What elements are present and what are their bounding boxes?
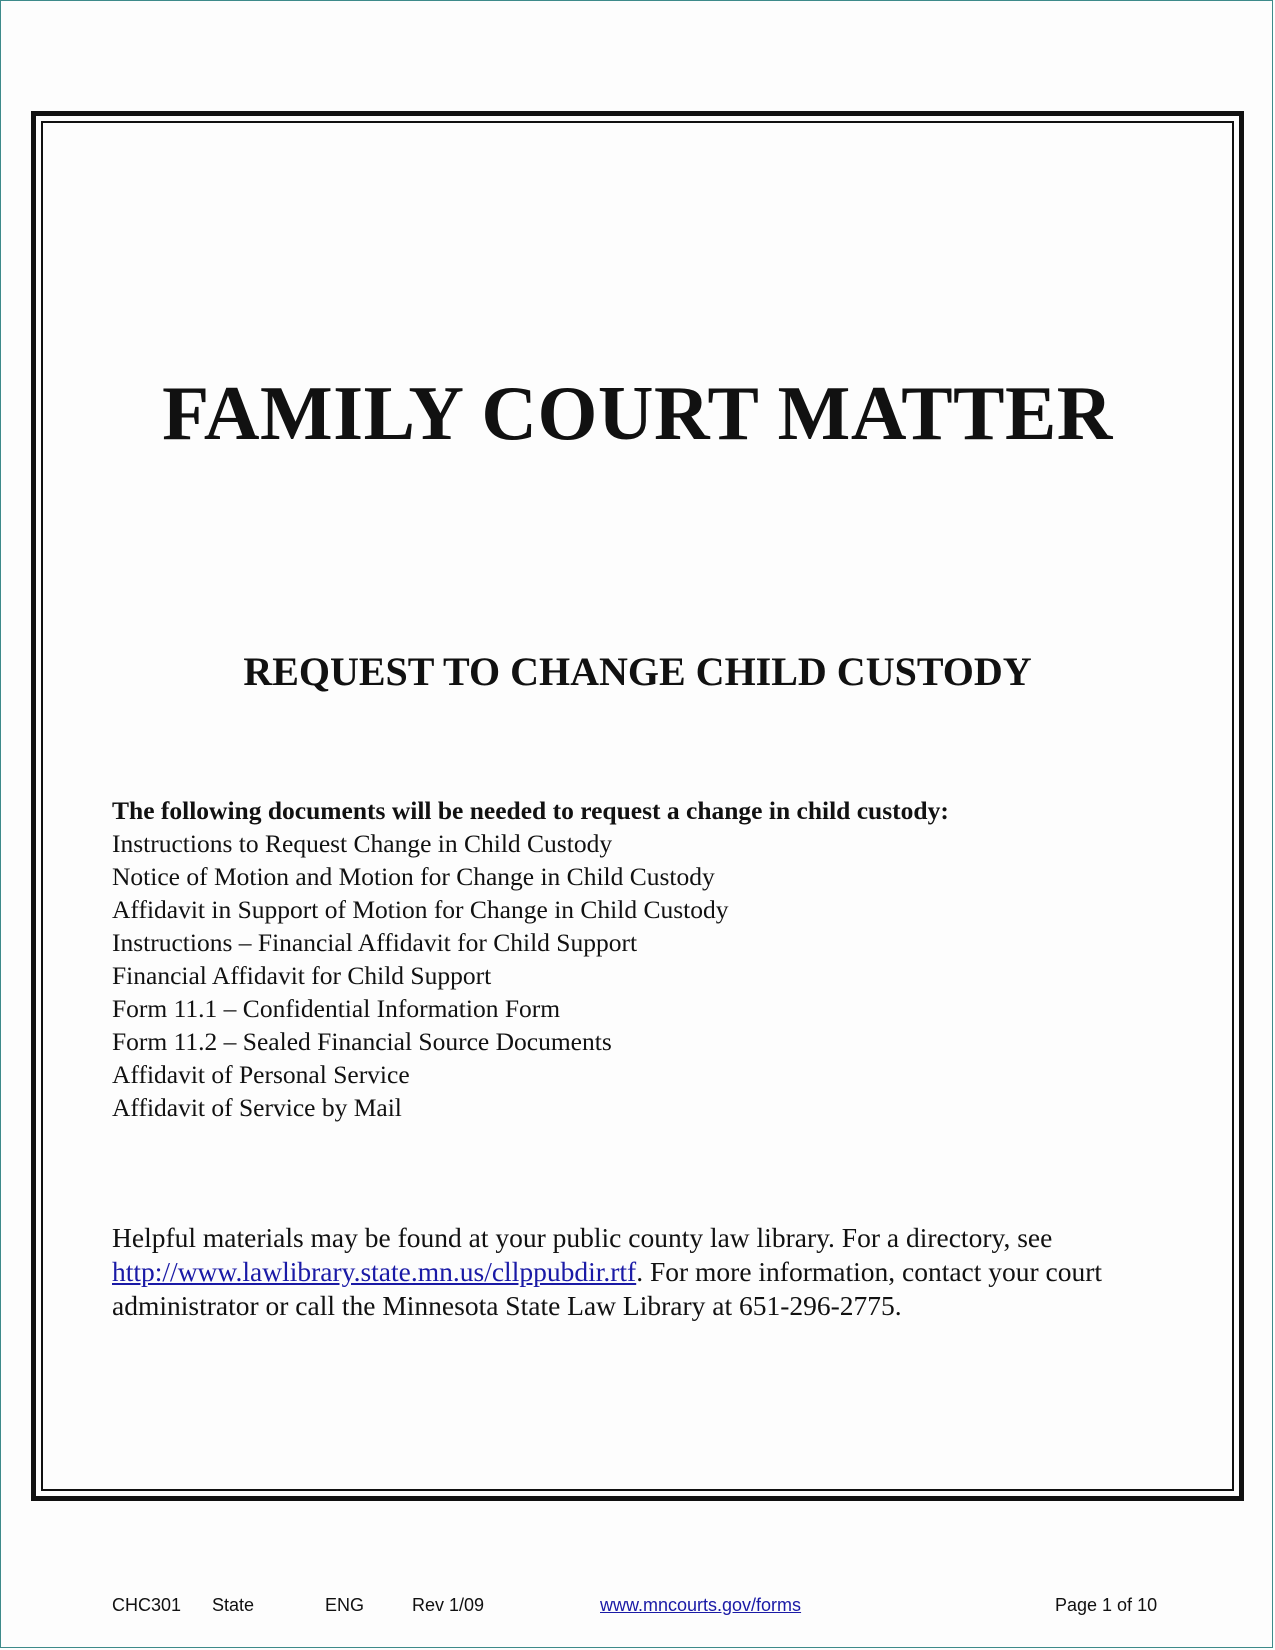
document-item: Form 11.1 – Confidential Information Form	[112, 994, 561, 1023]
page-subtitle: REQUEST TO CHANGE CHILD CUSTODY	[243, 649, 1032, 694]
footer-website-link[interactable]: www.mncourts.gov/forms	[600, 1595, 802, 1615]
document-item: Affidavit in Support of Motion for Change in Child Custody	[112, 895, 729, 924]
page-footer	[0, 1592, 1275, 1618]
helpful-text-before-link: Helpful materials may be found at your public county law library. For a directory, see	[112, 1222, 1053, 1253]
document-item: Form 11.2 – Sealed Financial Source Documents	[112, 1027, 612, 1056]
law-library-directory-link[interactable]: http://www.lawlibrary.state.mn.us/cllppubdir.rtf	[112, 1256, 637, 1287]
document-item: Instructions to Request Change in Child Custody	[112, 829, 613, 858]
document-item: Affidavit of Personal Service	[112, 1060, 410, 1089]
footer-jurisdiction: State	[212, 1595, 255, 1615]
footer-form-code: CHC301	[112, 1595, 182, 1615]
footer-page-number: Page 1 of 10	[1055, 1595, 1158, 1615]
footer-language: ENG	[325, 1595, 365, 1615]
footer-revision: Rev 1/09	[412, 1595, 485, 1615]
document-item: Financial Affidavit for Child Support	[112, 961, 492, 990]
helpful-text-after-link: . For more information, contact your court administrator or call the Minnesota State Law Library at 651-296-2775.	[112, 1256, 1103, 1321]
document-item: Instructions – Financial Affidavit for Child Support	[112, 928, 638, 957]
page-title: FAMILY COURT MATTER	[162, 370, 1113, 456]
helpful-materials-paragraph	[112, 1221, 1132, 1323]
document-item: Notice of Motion and Motion for Change in Child Custody	[112, 862, 715, 891]
documents-lead-text: The following documents will be needed to request a change in child custody:	[112, 796, 949, 825]
required-documents-section	[112, 794, 1162, 1124]
document-item: Affidavit of Service by Mail	[112, 1093, 402, 1122]
